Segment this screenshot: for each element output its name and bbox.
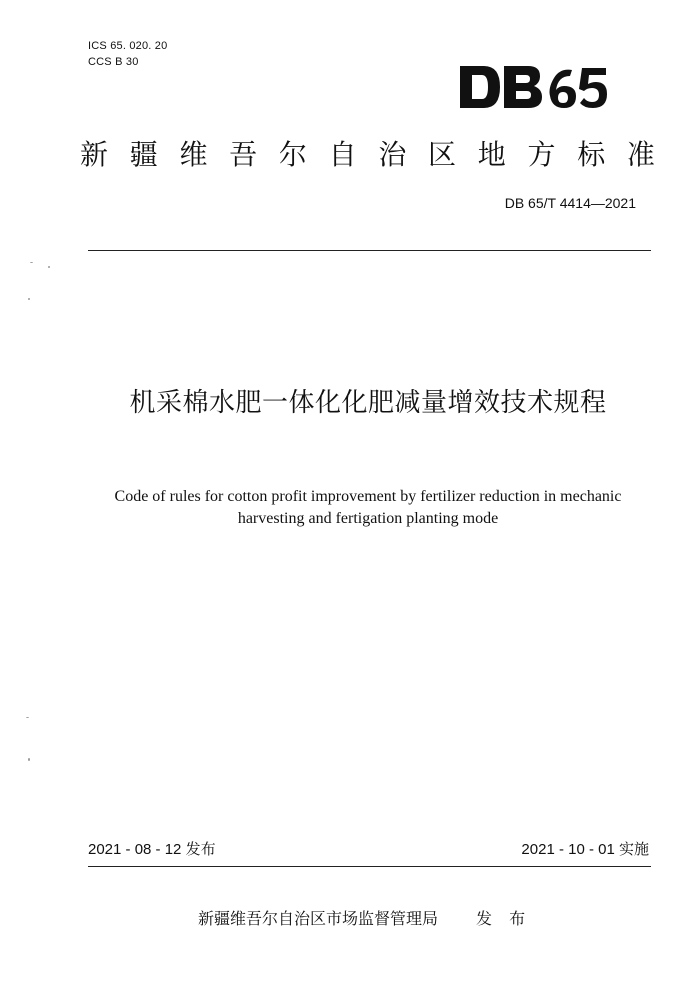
- standard-number: DB 65/T 4414—2021: [504, 195, 636, 211]
- authority-char: 方: [527, 138, 556, 171]
- scan-speck: [48, 266, 50, 268]
- scan-speck: [26, 717, 29, 718]
- authority-char: 维: [179, 138, 208, 171]
- title-chinese: 机采棉水肥一体化化肥减量增效技术规程: [129, 388, 607, 418]
- scan-speck: [28, 758, 30, 761]
- db65-logo: [458, 60, 608, 114]
- authority-char: 尔: [278, 138, 307, 171]
- issue-label: 发 布: [476, 909, 532, 928]
- authority-char: 疆: [129, 138, 158, 171]
- logo-letter-d: [460, 66, 500, 108]
- publication-date: 2021 - 08 - 12 发布: [88, 841, 216, 858]
- bottom-divider: [88, 866, 651, 867]
- logo-letter-b: [504, 66, 542, 108]
- title-english-line-2: harvesting and fertigation planting mode: [237, 510, 499, 527]
- authority-char: 治: [378, 138, 407, 171]
- issuing-authority-heading: [80, 138, 655, 172]
- authority-char: 自: [328, 138, 357, 171]
- scan-speck: [30, 262, 33, 263]
- title-english-line-1: Code of rules for cotton profit improvement by fertilizer reduction in mechanic: [114, 488, 622, 505]
- scan-speck: [28, 298, 30, 300]
- authority-char: 新: [80, 138, 109, 171]
- implementation-date: 2021 - 10 - 01 实施: [521, 841, 649, 858]
- authority-char: 区: [428, 138, 457, 171]
- title-english: [0, 486, 700, 530]
- ics-code: ICS 65. 020. 20: [88, 40, 168, 52]
- issuing-body: 新疆维吾尔自治区市场监督管理局: [198, 909, 439, 928]
- logo-digit-6: [550, 70, 577, 108]
- authority-char: 吾: [229, 138, 258, 171]
- authority-char: 准: [626, 138, 655, 171]
- logo-digit-5: [579, 68, 607, 108]
- authority-char: 地: [477, 138, 506, 171]
- top-divider: [88, 250, 651, 251]
- ccs-code: CCS B 30: [88, 56, 139, 68]
- authority-char: 标: [577, 138, 606, 171]
